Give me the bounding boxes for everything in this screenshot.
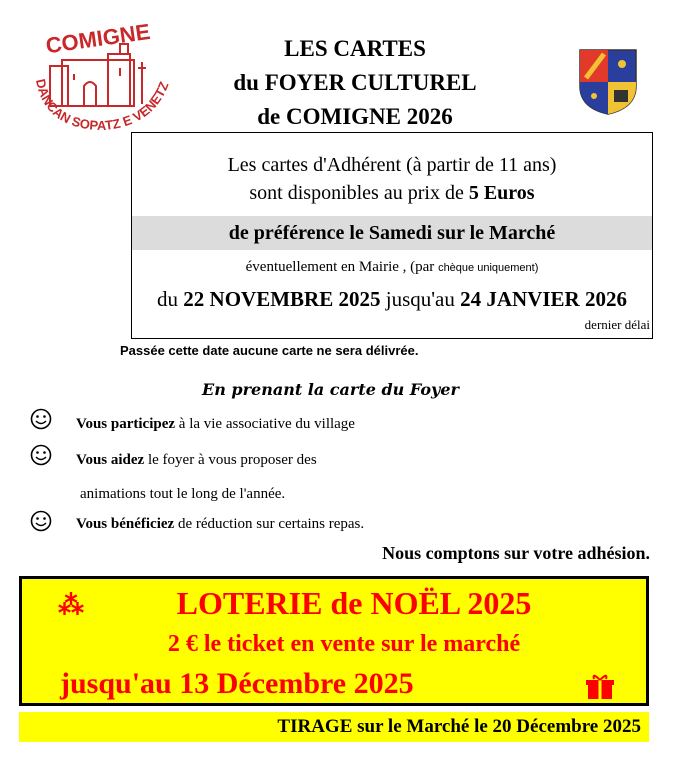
smiley-icon (30, 408, 52, 430)
dates-middle: jusqu'au (380, 287, 461, 311)
membership-info-box (131, 132, 653, 339)
info-line-deadline: dernier délai (584, 317, 650, 332)
closing-statement: Nous comptons sur votre adhésion. (382, 543, 650, 563)
mairie-text: éventuellement en Mairie , (par (245, 259, 439, 275)
info-line-age: Les cartes d'Adhérent (à partir de 11 ans) (227, 154, 557, 176)
comigne-logo (24, 18, 174, 140)
benefit-text: à la vie associative du village (175, 416, 355, 432)
cheque-note: chèque uniquement) (438, 262, 539, 274)
smiley-icon (30, 510, 52, 532)
benefit-bold: Vous aidez (76, 452, 145, 468)
title-line-2: du FOYER CULTUREL (233, 70, 477, 95)
sparkle-icon: ⁂ (58, 591, 84, 620)
dates-prefix: du (157, 287, 184, 311)
coat-of-arms-icon (578, 48, 638, 116)
title-line-3: de COMIGNE 2026 (257, 104, 453, 129)
benefit-item-continued: animations tout le long de l'année. (80, 486, 286, 502)
info-line-mairie (132, 259, 652, 276)
benefits-heading: En prenant la carte du Foyer (202, 380, 459, 399)
benefit-item (76, 416, 355, 433)
benefit-bold: Vous participez (76, 416, 176, 432)
lottery-title: LOTERIE de NOËL 2025 (176, 585, 532, 621)
benefit-item (76, 516, 364, 533)
info-line-price (132, 182, 652, 205)
draw-text: TIRAGE sur le Marché le 20 Décembre 2025 (277, 716, 641, 737)
end-date: 24 JANVIER 2026 (460, 287, 627, 311)
lottery-price: 2 € le ticket en vente sur le marché (167, 631, 521, 657)
lottery-deadline: jusqu'au 13 Décembre 2025 (60, 667, 414, 700)
lottery-box (19, 576, 649, 706)
price-value: 5 Euros (468, 182, 535, 204)
start-date: 22 NOVEMBRE 2025 (183, 287, 381, 311)
logo-motto: DANCAN SOPATZ E VENETZ (32, 77, 172, 134)
info-line-dates (132, 287, 652, 312)
benefit-text: le foyer à vous proposer des (144, 452, 317, 468)
divider (132, 132, 652, 133)
logo-title: COMIGNE (44, 18, 152, 59)
title-line-1: LES CARTES (284, 36, 426, 61)
deadline-warning: Passée cette date aucune carte ne sera délivrée. (120, 343, 419, 358)
draw-banner (19, 712, 649, 742)
info-line-preference: de préférence le Samedi sur le Marché (228, 222, 556, 244)
smiley-icon (30, 444, 52, 466)
benefit-text: de réduction sur certains repas. (174, 516, 365, 532)
benefit-bold: Vous bénéficiez (76, 516, 175, 532)
page-title (200, 32, 510, 134)
benefit-item (76, 452, 317, 469)
price-prefix: sont disponibles au prix de (249, 182, 469, 204)
gift-icon (586, 674, 614, 700)
